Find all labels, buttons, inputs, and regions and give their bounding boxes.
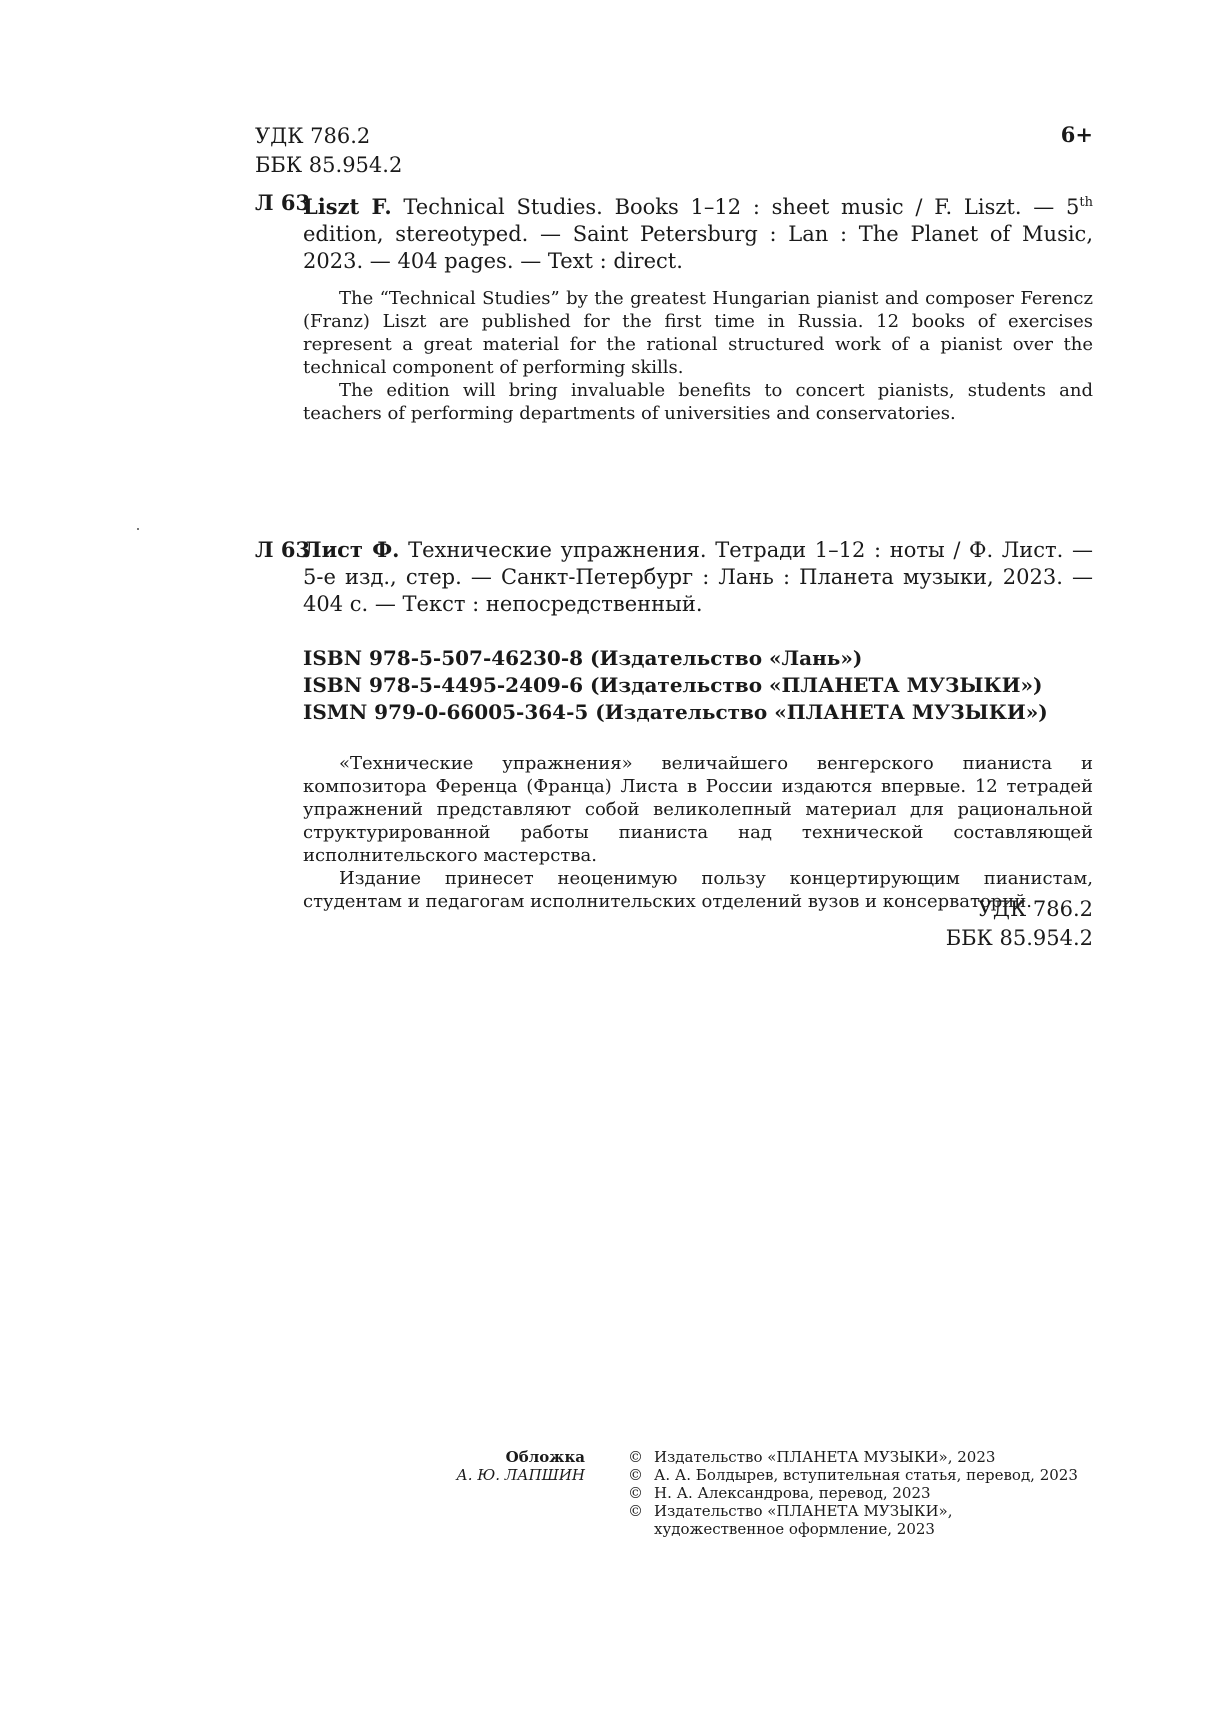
annotation-paragraph: The “Technical Studies” by the greatest Hungarian pianist and composer Ferencz (Franz) Liszt are published for the first time in Russia. 12 books of exercises represent a great material for the rational structured work of a pianist over the technical component of performing skills. (303, 288, 1093, 378)
isbn-lan: ISBN 978-5-507-46230-8 (Издательство «Лань») (303, 646, 863, 670)
copyright-text-continued: художественное оформление, 2023 (654, 1520, 935, 1538)
author-name: Лист Ф. (303, 537, 400, 562)
entry-text: Технические упражнения. Тетради 1–12 : ноты / Ф. Лист. — 5-е изд., стер. — Санкт-Петербург : Лань : Планета музыки, 2023. — 404 с. — Текст : непосредственный. (303, 538, 1093, 616)
copyright-item (628, 1466, 1078, 1484)
bibliographic-entry-ru (255, 536, 1093, 618)
annotation-paragraph: The edition will bring invaluable benefits to concert pianists, students and teachers of performing departments of universities and conservatories. (303, 380, 1093, 424)
entry-text-part-2: edition, stereotyped. — Saint Petersburg : Lan : The Planet of Music, 2023. — 404 pages. — Text : direct. (303, 222, 1093, 273)
bbk-code: ББК 85.954.2 (945, 926, 1093, 950)
copyright-text: А. А. Болдырев, вступительная статья, перевод, 2023 (654, 1466, 1078, 1484)
stray-dot (137, 528, 139, 530)
bibliographic-entry-en (255, 189, 1093, 275)
bbk-code: ББК 85.954.2 (255, 153, 403, 177)
copyright-item (628, 1448, 1078, 1466)
age-rating: 6+ (1060, 122, 1093, 147)
udk-code: УДК 786.2 (255, 124, 371, 148)
annotation-en (303, 287, 1093, 425)
cover-credit (420, 1448, 585, 1484)
annotation-paragraph: Издание принесет неоценимую пользу концертирующим пианистам, студентам и педагогам исполнительских отделений вузов и консерваторий. (303, 868, 1093, 912)
copyright-icon: © (628, 1466, 643, 1484)
copyright-icon: © (628, 1448, 643, 1466)
classification-codes-footer (946, 895, 1093, 953)
author-name: Liszt F. (303, 194, 392, 219)
entry-body (303, 536, 1093, 618)
copyright-text: Н. А. Александрова, перевод, 2023 (654, 1484, 931, 1502)
udk-code: УДК 786.2 (977, 897, 1093, 921)
annotation-paragraph: «Технические упражнения» величайшего венгерского пианиста и композитора Ференца (Франца) Листа в России издаются впервые. 12 тетрадей упражнений представляют собой великолепный материал для рациональной структурированной работы пианиста над технической составляющей исполнительского мастерства. (303, 753, 1093, 866)
entry-body (303, 189, 1093, 275)
author-sign: Л 63 (255, 190, 311, 215)
cover-designer: А. Ю. ЛАПШИН (456, 1466, 585, 1484)
identifiers (303, 645, 1048, 726)
copyright-icon: © (628, 1484, 643, 1502)
annotation-ru (303, 752, 1093, 913)
edition-superscript: th (1079, 195, 1093, 210)
copyright-icon: © (628, 1502, 643, 1520)
author-sign: Л 63 (255, 537, 311, 562)
entry-text-part-1: Technical Studies. Books 1–12 : sheet music / F. Liszt. — 5 (391, 195, 1080, 219)
copyright-text: Издательство «ПЛАНЕТА МУЗЫКИ», (654, 1502, 953, 1520)
ismn-planet: ISMN 979-0-66005-364-5 (Издательство «ПЛАНЕТА МУЗЫКИ») (303, 700, 1048, 724)
classification-codes (255, 122, 402, 180)
copyright-text: Издательство «ПЛАНЕТА МУЗЫКИ», 2023 (654, 1448, 996, 1466)
cover-label: Обложка (505, 1448, 585, 1466)
isbn-planet: ISBN 978-5-4495-2409-6 (Издательство «ПЛАНЕТА МУЗЫКИ») (303, 673, 1043, 697)
copyright-item (628, 1502, 1078, 1538)
copyright-item (628, 1484, 1078, 1502)
copyright-list (628, 1448, 1078, 1538)
